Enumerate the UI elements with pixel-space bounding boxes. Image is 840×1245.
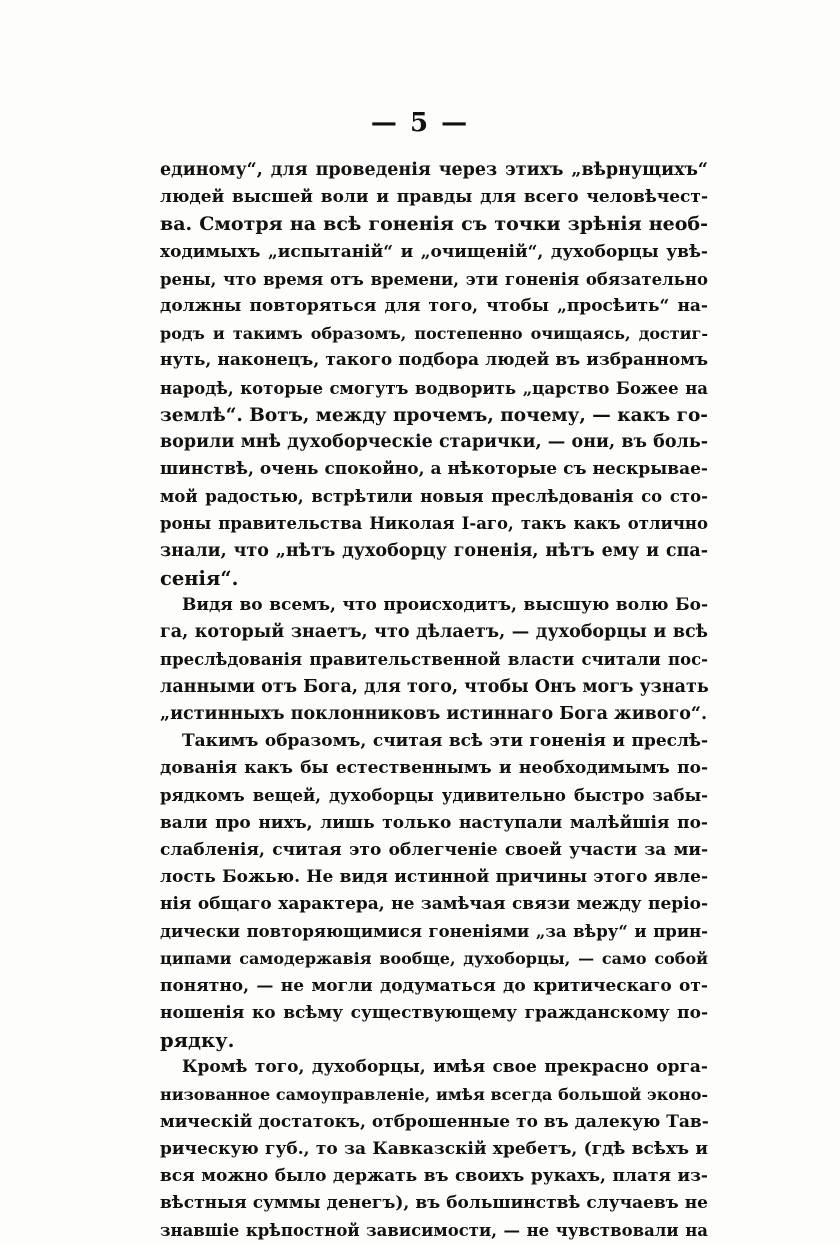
text-line: ва. Смотря на всѣ гоненія съ точки зрѣнія необ- <box>160 213 708 236</box>
text-line: ходимыхъ „испытаній“ и „очищеній“, духоборцы увѣ- <box>160 241 708 262</box>
text-line: вѣстныя суммы денегъ), въ большинствѣ случаевъ не <box>160 1193 708 1214</box>
text-line: шинствѣ, очень спокойно, а нѣкоторые съ нескрывае- <box>160 459 708 480</box>
paragraph-3 <box>160 728 708 1054</box>
text-line: землѣ“. Вотъ, между прочемъ, почему, — какъ го- <box>160 404 708 426</box>
text-line: слабленія, считая это облегченіе своей участи за ми- <box>160 839 708 860</box>
text-line: рядку. <box>160 1029 235 1052</box>
text-line: рены, что время отъ времени, эти гоненія обязательно <box>160 269 708 289</box>
text-line: Кромѣ того, духоборцы, имѣя свое прекрасно орга- <box>182 1057 708 1078</box>
text-line: вся можно было держать въ своихъ рукахъ, платя из- <box>160 1165 708 1186</box>
text-line: ворили мнѣ духоборческіе старички, — они, въ боль- <box>160 431 708 452</box>
text-line: низованное самоуправленіе, имѣя всегда большой эконо- <box>160 1085 708 1105</box>
text-line: мическій достатокъ, отброшенные то въ далекую Тав- <box>160 1111 709 1132</box>
text-line: рическую губ., то за Кавказскій хребетъ, (гдѣ всѣхъ и <box>160 1138 708 1159</box>
page-number: — 5 — <box>370 108 470 138</box>
text-line: нія общаго характера, не замѣчая связи между періо- <box>160 894 708 915</box>
text-line: единому“, для проведенія через этихъ „вѣрнущихъ“ <box>160 160 708 180</box>
text-line: ношенія ко всѣму существующему гражданскому по- <box>160 1002 708 1023</box>
text-line: роны правительства Николая I-аго, такъ какъ отлично <box>160 514 708 534</box>
paragraph-1 <box>160 157 708 592</box>
text-line: рядкомъ вещей, духоборцы удивительно быстро забы- <box>160 786 708 806</box>
text-line: преслѣдованія правительственной власти считали пос- <box>160 650 708 670</box>
text-line: знавшіе крѣпостной зависимости, — не чувствовали на <box>160 1221 708 1241</box>
text-line: народѣ, которые смогутъ водворить „царство Божее на <box>160 378 708 398</box>
text-line: мой радостью, встрѣтили новыя преслѣдованія со сто- <box>160 487 708 507</box>
text-line: лость Божью. Не видя истинной причины этого явле- <box>160 866 708 887</box>
text-line: знали, что „нѣтъ духоборцу гоненія, нѣтъ ему и спа- <box>160 540 708 561</box>
text-line: родъ и такимъ образомъ, постепенно очищаясь, достиг- <box>160 324 708 344</box>
text-line: га, который знаетъ, что дѣлаетъ, — духоборцы и всѣ <box>160 622 708 643</box>
text-line: понятно, — не могли додуматься до критическаго от- <box>160 975 708 996</box>
text-line: нуть, наконецъ, такого подбора людей въ избранномъ <box>160 350 708 371</box>
text-line: вали про нихъ, лишь только наступали малѣйшія по- <box>160 812 708 833</box>
body-text <box>160 157 708 1245</box>
paragraph-2 <box>160 592 708 728</box>
text-line: должны повторяться для того, чтобы „просѣить“ на- <box>160 295 708 316</box>
text-line: дованія какъ бы естественнымъ и необходимымъ по- <box>160 758 708 779</box>
paragraph-4 <box>160 1054 708 1244</box>
text-line: людей высшей воли и правды для всего человѣчест- <box>160 187 708 208</box>
text-line: Такимъ образомъ, считая всѣ эти гоненія и преслѣ- <box>182 730 708 751</box>
text-line: „истинныхъ поклонниковъ истиннаго Бога живого“. <box>160 703 708 724</box>
text-line: сенія“. <box>160 566 239 590</box>
text-line: ципами самодержавія вообще, духоборцы, — само собой <box>160 949 708 969</box>
text-line: дически повторяющимися гоненіями „за вѣру“ и прин- <box>160 922 708 942</box>
text-line: ланными отъ Бога, для того, чтобы Онъ могъ узнать <box>160 676 709 697</box>
text-line: Видя во всемъ, что происходитъ, высшую волю Бо- <box>182 595 708 615</box>
